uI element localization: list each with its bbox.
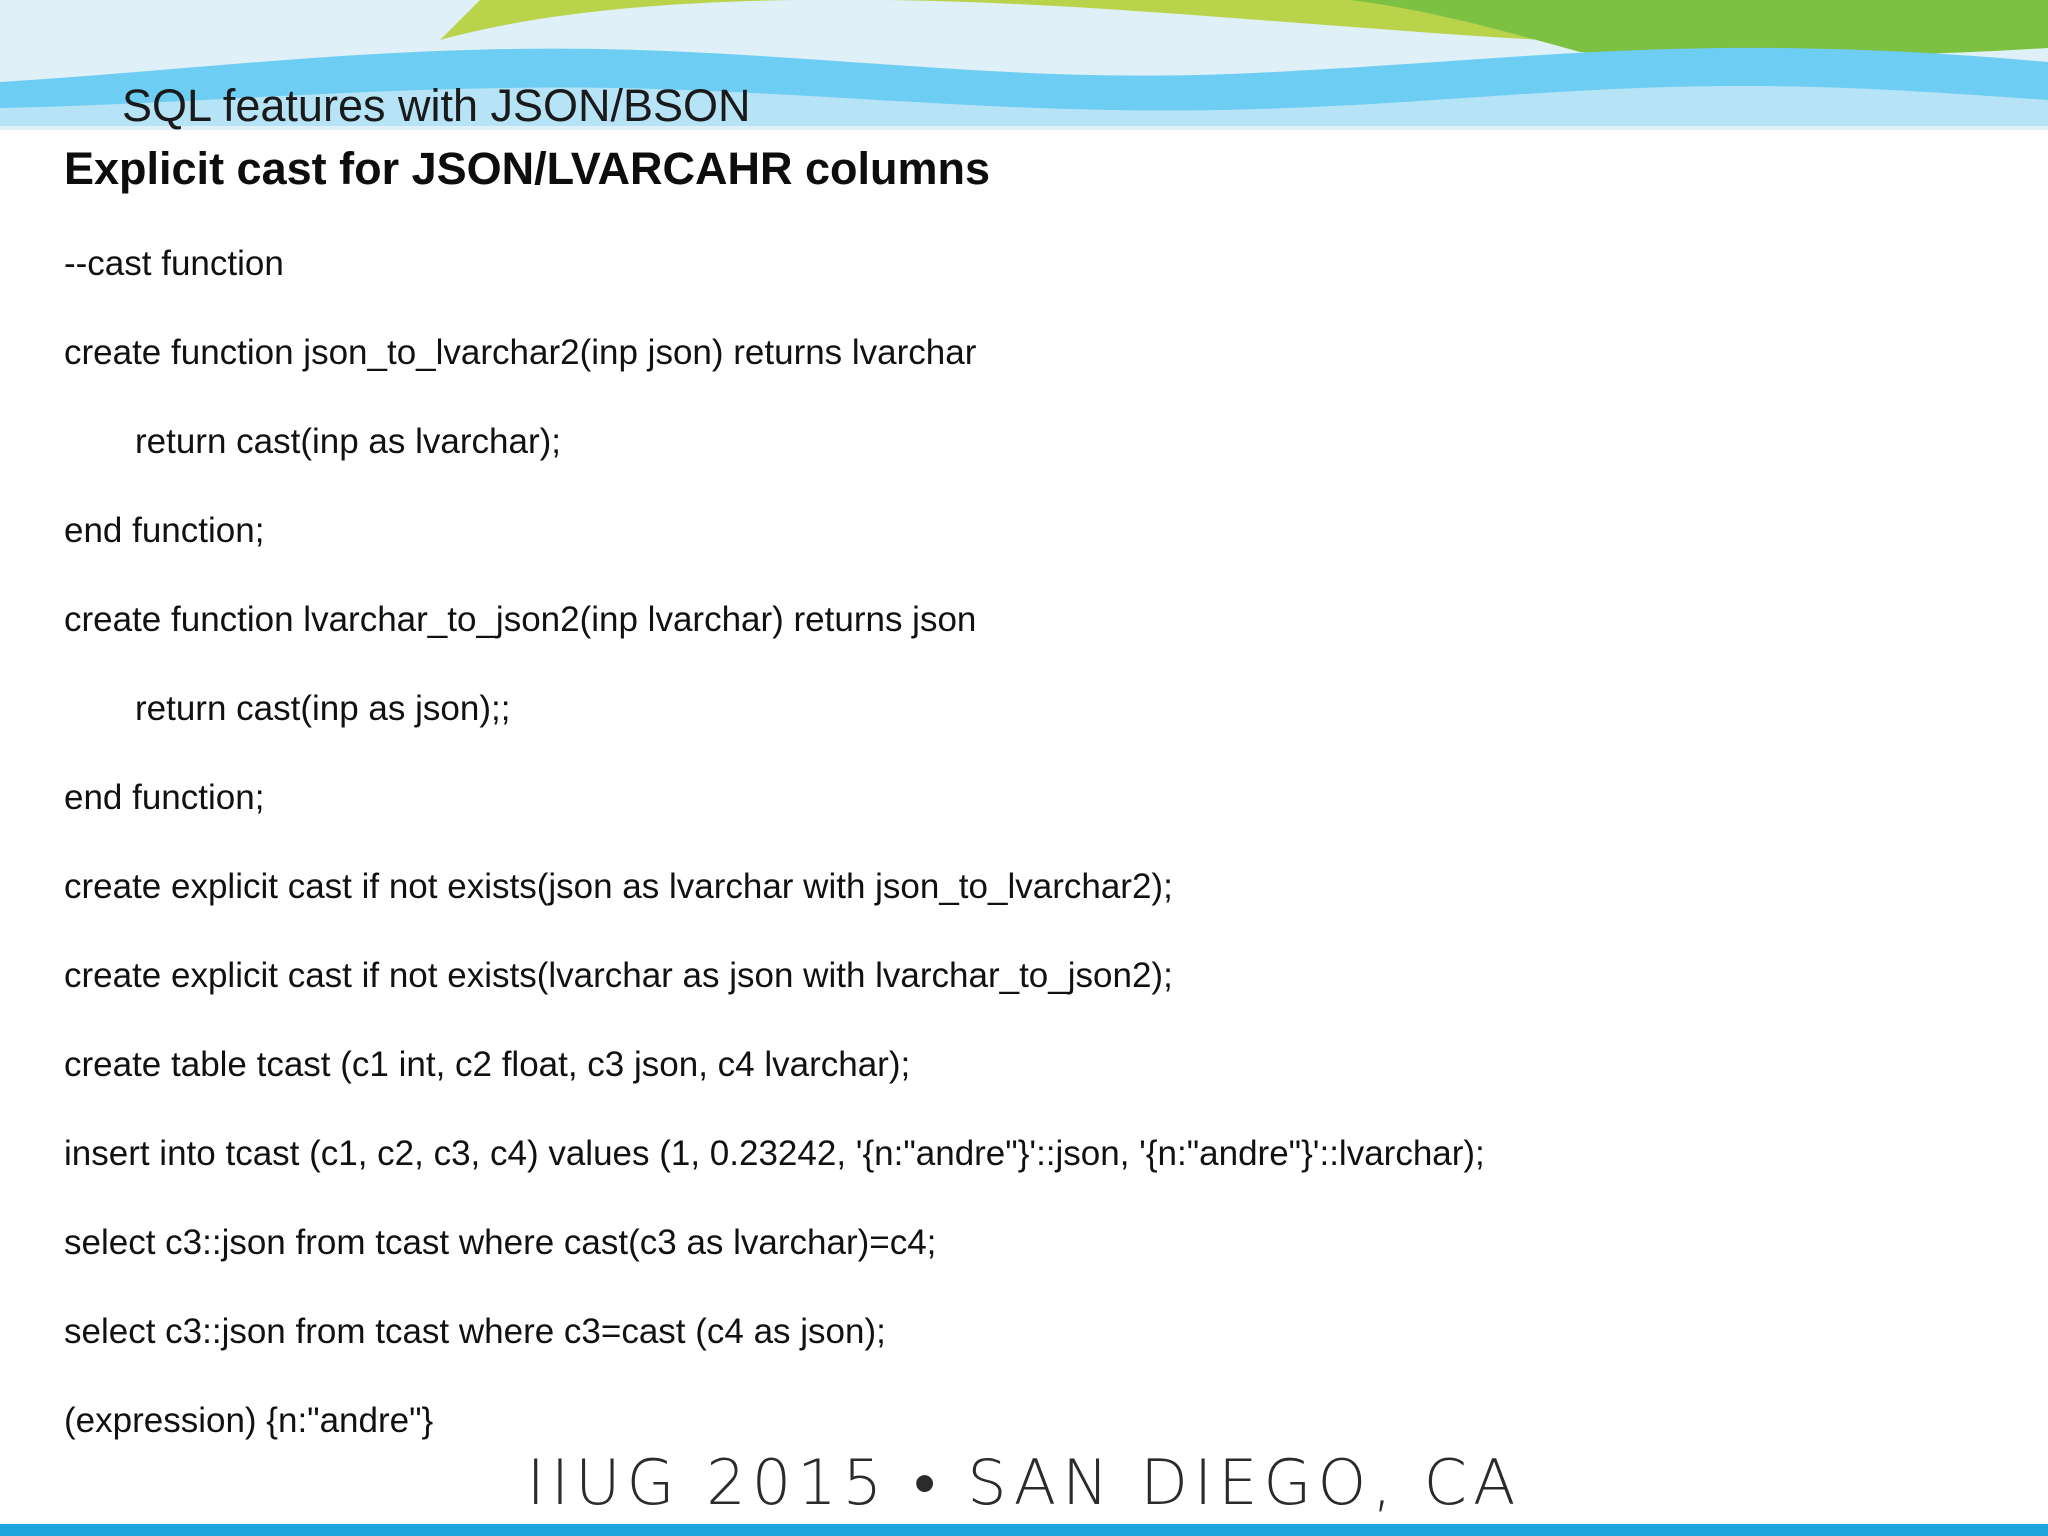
code-listing	[64, 238, 1485, 1484]
slide-title: SQL features with JSON/BSON	[122, 80, 751, 131]
code-line: end function;	[64, 511, 265, 550]
code-line-indented: return cast(inp as lvarchar);	[135, 422, 561, 461]
code-line: create table tcast (c1 int, c2 float, c3 json, c4 lvarchar);	[64, 1045, 911, 1084]
code-line: create explicit cast if not exists(json as lvarchar with json_to_lvarchar2);	[64, 867, 1173, 906]
code-line: create function json_to_lvarchar2(inp json) returns lvarchar	[64, 333, 977, 372]
code-line: create function lvarchar_to_json2(inp lvarchar) returns json	[64, 600, 977, 639]
code-line: create explicit cast if not exists(lvarchar as json with lvarchar_to_json2);	[64, 956, 1173, 995]
code-line: select c3::json from tcast where c3=cast (c4 as json);	[64, 1312, 886, 1351]
slide-subtitle: Explicit cast for JSON/LVARCAHR columns	[64, 143, 990, 194]
footer-conference-text: IIUG 2015 • SAN DIEGO, CA	[526, 1446, 1522, 1519]
code-line: end function;	[64, 778, 265, 817]
code-line: select c3::json from tcast where cast(c3 as lvarchar)=c4;	[64, 1223, 937, 1262]
code-line-indented: return cast(inp as json);;	[135, 689, 511, 728]
footer-bar	[0, 1524, 2048, 1536]
code-output: (expression) {n:"andre"}	[64, 1401, 434, 1440]
code-comment: --cast function	[64, 244, 284, 283]
code-line: insert into tcast (c1, c2, c3, c4) values (1, 0.23242, '{n:"andre"}'::json, '{n:"andre"}'::lvarchar);	[64, 1134, 1485, 1173]
